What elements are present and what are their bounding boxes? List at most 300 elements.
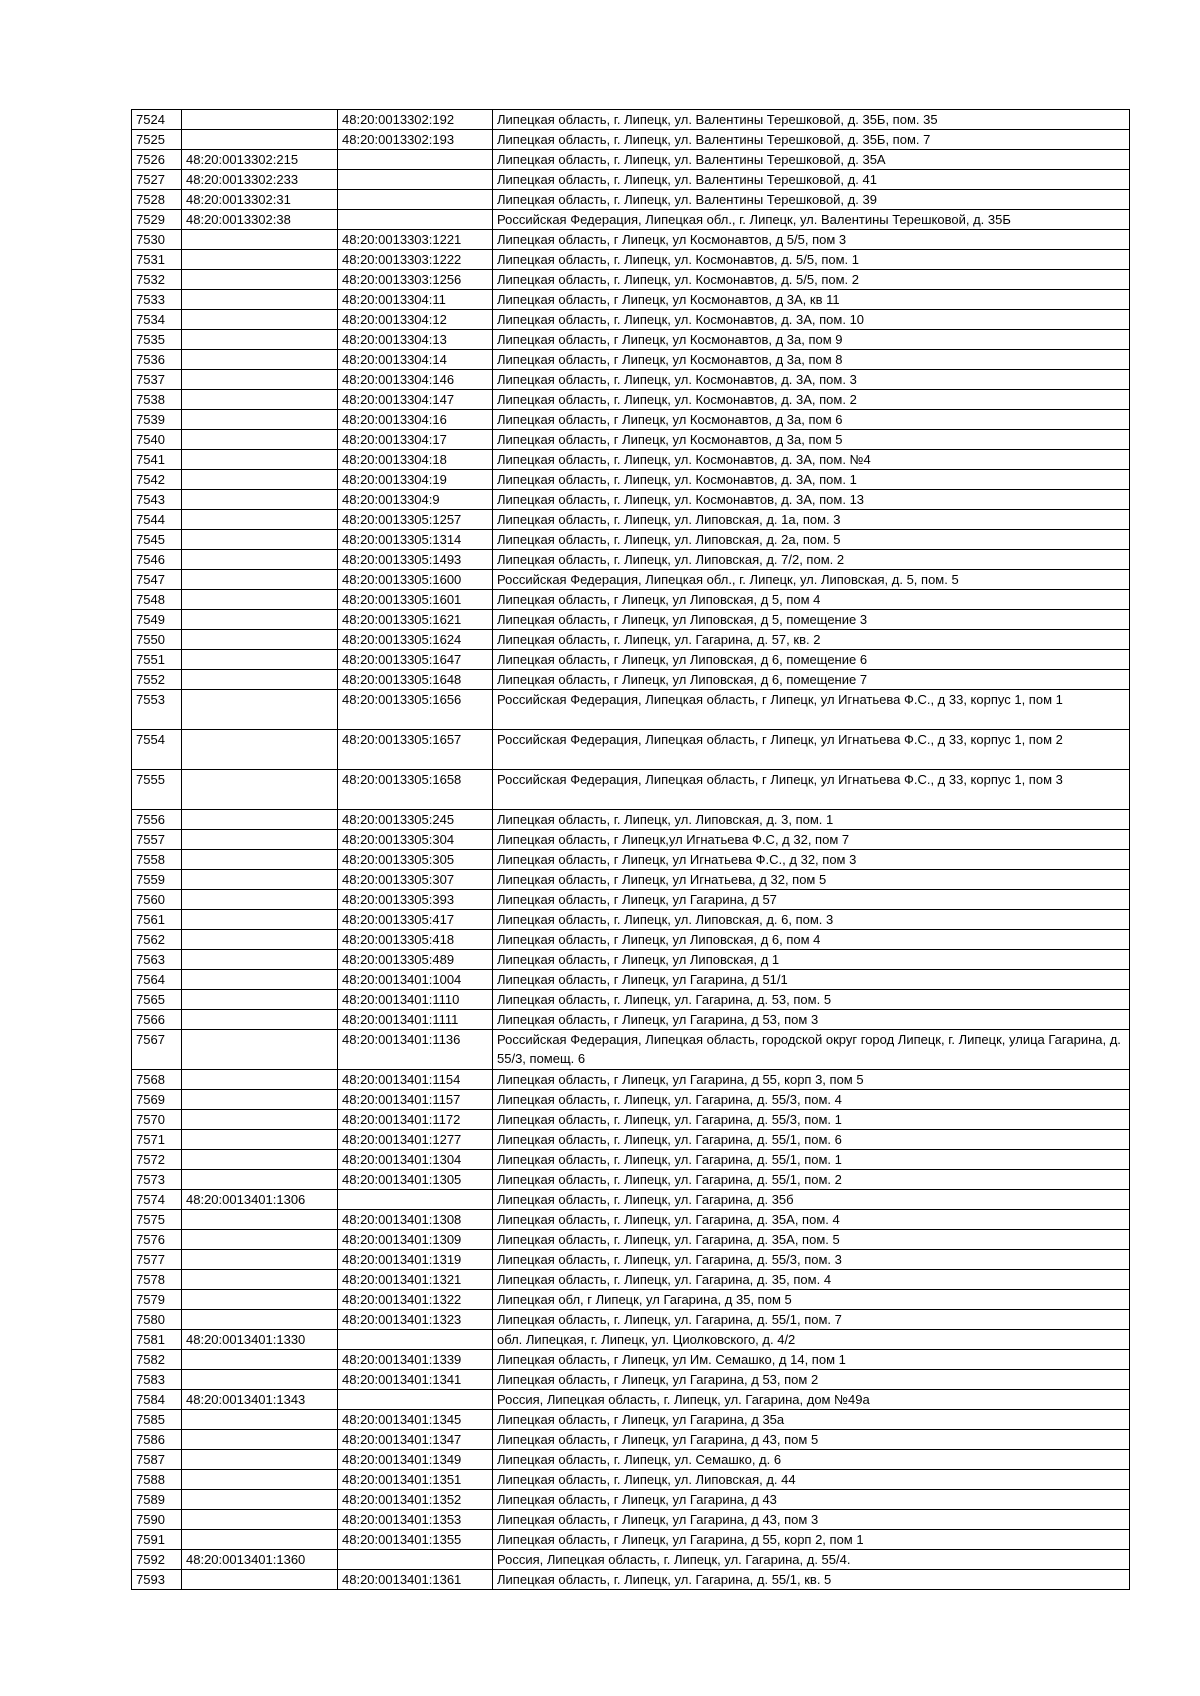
premises-cadastral-number: 48:20:0013401:1352	[338, 1490, 493, 1510]
address: Липецкая область, г. Липецк, ул. Гагарина, д. 35, пом. 4	[493, 1270, 1130, 1290]
building-cadastral-number	[182, 610, 338, 630]
building-cadastral-number	[182, 1350, 338, 1370]
premises-cadastral-number: 48:20:0013401:1323	[338, 1310, 493, 1330]
row-number: 7588	[132, 1470, 182, 1490]
row-number: 7585	[132, 1410, 182, 1430]
premises-cadastral-number: 48:20:0013401:1111	[338, 1010, 493, 1030]
address: Липецкая область, г. Липецк, ул. Космонавтов, д. 3А, пом. 1	[493, 470, 1130, 490]
table-row	[132, 930, 1130, 950]
address: Липецкая область, г. Липецк, ул. Гагарина, д. 53, пом. 5	[493, 990, 1130, 1010]
address: Липецкая область, г Липецк,ул Игнатьева Ф.С, д 32, пом 7	[493, 830, 1130, 850]
row-number: 7535	[132, 330, 182, 350]
building-cadastral-number	[182, 270, 338, 290]
row-number: 7536	[132, 350, 182, 370]
table-row	[132, 450, 1130, 470]
table-row	[132, 890, 1130, 910]
premises-cadastral-number: 48:20:0013304:18	[338, 450, 493, 470]
table-row	[132, 330, 1130, 350]
row-number: 7579	[132, 1290, 182, 1310]
address: Липецкая область, г Липецк, ул Космонавтов, д 3а, пом 8	[493, 350, 1130, 370]
table-row	[132, 1450, 1130, 1470]
premises-cadastral-number	[338, 150, 493, 170]
premises-cadastral-number: 48:20:0013305:1658	[338, 770, 493, 810]
table-row	[132, 1530, 1130, 1550]
row-number: 7541	[132, 450, 182, 470]
building-cadastral-number	[182, 510, 338, 530]
address: Липецкая область, г. Липецк, ул. Космонавтов, д. 3А, пом. 3	[493, 370, 1130, 390]
premises-cadastral-number: 48:20:0013305:304	[338, 830, 493, 850]
row-number: 7543	[132, 490, 182, 510]
table-row	[132, 390, 1130, 410]
address: Липецкая область, г Липецк, ул Липовская, д 5, помещение 3	[493, 610, 1130, 630]
premises-cadastral-number: 48:20:0013401:1347	[338, 1430, 493, 1450]
row-number: 7592	[132, 1550, 182, 1570]
building-cadastral-number: 48:20:0013302:38	[182, 210, 338, 230]
building-cadastral-number	[182, 310, 338, 330]
building-cadastral-number	[182, 130, 338, 150]
building-cadastral-number	[182, 570, 338, 590]
building-cadastral-number	[182, 1030, 338, 1070]
premises-cadastral-number: 48:20:0013305:489	[338, 950, 493, 970]
premises-cadastral-number: 48:20:0013305:1600	[338, 570, 493, 590]
row-number: 7559	[132, 870, 182, 890]
address: Липецкая область, г Липецк, ул Гагарина, д 35а	[493, 1410, 1130, 1430]
address: Липецкая область, г Липецк, ул Липовская, д 5, пом 4	[493, 590, 1130, 610]
address: Липецкая область, г. Липецк, ул. Валентины Терешковой, д. 39	[493, 190, 1130, 210]
row-number: 7558	[132, 850, 182, 870]
building-cadastral-number	[182, 650, 338, 670]
table-row	[132, 410, 1130, 430]
building-cadastral-number	[182, 450, 338, 470]
row-number: 7537	[132, 370, 182, 390]
address: Российская Федерация, Липецкая область, г Липецк, ул Игнатьева Ф.С., д 33, корпус 1, пом 1	[493, 690, 1130, 730]
premises-cadastral-number	[338, 1550, 493, 1570]
building-cadastral-number	[182, 1450, 338, 1470]
building-cadastral-number	[182, 1510, 338, 1530]
premises-cadastral-number: 48:20:0013401:1136	[338, 1030, 493, 1070]
address: Липецкая область, г Липецк, ул Гагарина, д 57	[493, 890, 1130, 910]
table-row	[132, 1310, 1130, 1330]
premises-cadastral-number: 48:20:0013305:1621	[338, 610, 493, 630]
row-number: 7529	[132, 210, 182, 230]
row-number: 7556	[132, 810, 182, 830]
table-row	[132, 1350, 1130, 1370]
building-cadastral-number	[182, 1270, 338, 1290]
building-cadastral-number	[182, 1110, 338, 1130]
building-cadastral-number	[182, 590, 338, 610]
row-number: 7562	[132, 930, 182, 950]
table-row	[132, 290, 1130, 310]
address: Липецкая область, г. Липецк, ул. Гагарина, д. 55/1, кв. 5	[493, 1570, 1130, 1590]
table-row	[132, 1250, 1130, 1270]
building-cadastral-number	[182, 370, 338, 390]
address: Российская Федерация, Липецкая обл., г. Липецк, ул. Липовская, д. 5, пом. 5	[493, 570, 1130, 590]
building-cadastral-number	[182, 910, 338, 930]
cadastral-table	[131, 109, 1130, 1590]
table-row	[132, 1210, 1130, 1230]
row-number: 7569	[132, 1090, 182, 1110]
premises-cadastral-number: 48:20:0013304:14	[338, 350, 493, 370]
table-row	[132, 530, 1130, 550]
address: Липецкая область, г Липецк, ул Липовская, д 1	[493, 950, 1130, 970]
building-cadastral-number	[182, 630, 338, 650]
premises-cadastral-number: 48:20:0013305:245	[338, 810, 493, 830]
table-row	[132, 1110, 1130, 1130]
table-row	[132, 950, 1130, 970]
table-row	[132, 490, 1130, 510]
building-cadastral-number	[182, 1430, 338, 1450]
table-row	[132, 250, 1130, 270]
premises-cadastral-number: 48:20:0013304:16	[338, 410, 493, 430]
building-cadastral-number: 48:20:0013401:1360	[182, 1550, 338, 1570]
address: Липецкая область, г Липецк, ул Космонавтов, д 3а, пом 6	[493, 410, 1130, 430]
table-row	[132, 670, 1130, 690]
row-number: 7583	[132, 1370, 182, 1390]
premises-cadastral-number: 48:20:0013401:1339	[338, 1350, 493, 1370]
table-row	[132, 310, 1130, 330]
address: Липецкая область, г. Липецк, ул. Гагарина, д. 55/3, пом. 3	[493, 1250, 1130, 1270]
table-row	[132, 510, 1130, 530]
row-number: 7554	[132, 730, 182, 770]
row-number: 7534	[132, 310, 182, 330]
row-number: 7560	[132, 890, 182, 910]
building-cadastral-number	[182, 830, 338, 850]
table-row	[132, 830, 1130, 850]
address: Липецкая область, г. Липецк, ул. Валентины Терешковой, д. 41	[493, 170, 1130, 190]
table-row	[132, 910, 1130, 930]
address: Липецкая область, г. Липецк, ул. Валентины Терешковой, д. 35А	[493, 150, 1130, 170]
building-cadastral-number	[182, 530, 338, 550]
row-number: 7566	[132, 1010, 182, 1030]
address: Липецкая область, г Липецк, ул Им. Семашко, д 14, пом 1	[493, 1350, 1130, 1370]
premises-cadastral-number: 48:20:0013401:1172	[338, 1110, 493, 1130]
building-cadastral-number	[182, 550, 338, 570]
table-row	[132, 1290, 1130, 1310]
premises-cadastral-number: 48:20:0013401:1321	[338, 1270, 493, 1290]
row-number: 7525	[132, 130, 182, 150]
address: Липецкая область, г. Липецк, ул. Липовская, д. 1а, пом. 3	[493, 510, 1130, 530]
address: Российская Федерация, Липецкая область, г Липецк, ул Игнатьева Ф.С., д 33, корпус 1, пом 2	[493, 730, 1130, 770]
table-row	[132, 730, 1130, 770]
row-number: 7527	[132, 170, 182, 190]
row-number: 7557	[132, 830, 182, 850]
premises-cadastral-number: 48:20:0013401:1154	[338, 1070, 493, 1090]
address: обл. Липецкая, г. Липецк, ул. Циолковского, д. 4/2	[493, 1330, 1130, 1350]
row-number: 7530	[132, 230, 182, 250]
building-cadastral-number	[182, 290, 338, 310]
row-number: 7561	[132, 910, 182, 930]
address: Липецкая область, г. Липецк, ул. Гагарина, д. 55/1, пом. 6	[493, 1130, 1130, 1150]
premises-cadastral-number: 48:20:0013401:1309	[338, 1230, 493, 1250]
premises-cadastral-number: 48:20:0013401:1351	[338, 1470, 493, 1490]
premises-cadastral-number: 48:20:0013401:1345	[338, 1410, 493, 1430]
address: Липецкая область, г. Липецк, ул. Гагарина, д. 55/1, пом. 7	[493, 1310, 1130, 1330]
table-row	[132, 270, 1130, 290]
table-row	[132, 110, 1130, 130]
row-number: 7574	[132, 1190, 182, 1210]
address: Липецкая область, г Липецк, ул Гагарина, д 43, пом 3	[493, 1510, 1130, 1530]
row-number: 7582	[132, 1350, 182, 1370]
table-row	[132, 210, 1130, 230]
table-row	[132, 1390, 1130, 1410]
premises-cadastral-number: 48:20:0013401:1319	[338, 1250, 493, 1270]
address: Липецкая область, г Липецк, ул Игнатьева Ф.С., д 32, пом 3	[493, 850, 1130, 870]
table-row	[132, 1470, 1130, 1490]
building-cadastral-number	[182, 1310, 338, 1330]
address: Липецкая область, г. Липецк, ул. Семашко, д. 6	[493, 1450, 1130, 1470]
building-cadastral-number	[182, 330, 338, 350]
row-number: 7553	[132, 690, 182, 730]
row-number: 7590	[132, 1510, 182, 1530]
building-cadastral-number	[182, 870, 338, 890]
premises-cadastral-number: 48:20:0013304:17	[338, 430, 493, 450]
address: Липецкая область, г. Липецк, ул. Липовская, д. 44	[493, 1470, 1130, 1490]
table-row	[132, 130, 1130, 150]
table-row	[132, 150, 1130, 170]
address: Липецкая область, г Липецк, ул Гагарина, д 55, корп 3, пом 5	[493, 1070, 1130, 1090]
building-cadastral-number	[182, 1010, 338, 1030]
row-number: 7571	[132, 1130, 182, 1150]
row-number: 7564	[132, 970, 182, 990]
building-cadastral-number	[182, 1150, 338, 1170]
building-cadastral-number	[182, 1570, 338, 1590]
address: Липецкая область, г. Липецк, ул. Космонавтов, д. 5/5, пом. 2	[493, 270, 1130, 290]
premises-cadastral-number: 48:20:0013305:305	[338, 850, 493, 870]
premises-cadastral-number: 48:20:0013302:192	[338, 110, 493, 130]
address: Липецкая область, г. Липецк, ул. Гагарина, д. 35б	[493, 1190, 1130, 1210]
premises-cadastral-number: 48:20:0013305:1648	[338, 670, 493, 690]
table-row	[132, 1270, 1130, 1290]
table-row	[132, 1510, 1130, 1530]
table-row	[132, 1070, 1130, 1090]
premises-cadastral-number: 48:20:0013305:1657	[338, 730, 493, 770]
table-row	[132, 1330, 1130, 1350]
address: Липецкая область, г. Липецк, ул. Гагарина, д. 55/3, пом. 4	[493, 1090, 1130, 1110]
address: Липецкая область, г Липецк, ул Гагарина, д 51/1	[493, 970, 1130, 990]
premises-cadastral-number: 48:20:0013305:1314	[338, 530, 493, 550]
premises-cadastral-number	[338, 1390, 493, 1410]
premises-cadastral-number: 48:20:0013401:1361	[338, 1570, 493, 1590]
table-row	[132, 470, 1130, 490]
table-row	[132, 1570, 1130, 1590]
row-number: 7533	[132, 290, 182, 310]
building-cadastral-number	[182, 1470, 338, 1490]
premises-cadastral-number: 48:20:0013305:418	[338, 930, 493, 950]
premises-cadastral-number: 48:20:0013303:1222	[338, 250, 493, 270]
table-row	[132, 1130, 1130, 1150]
building-cadastral-number	[182, 770, 338, 810]
building-cadastral-number: 48:20:0013401:1306	[182, 1190, 338, 1210]
building-cadastral-number	[182, 730, 338, 770]
premises-cadastral-number: 48:20:0013305:393	[338, 890, 493, 910]
building-cadastral-number: 48:20:0013302:215	[182, 150, 338, 170]
building-cadastral-number	[182, 1410, 338, 1430]
building-cadastral-number	[182, 230, 338, 250]
premises-cadastral-number	[338, 190, 493, 210]
premises-cadastral-number: 48:20:0013302:193	[338, 130, 493, 150]
address: Липецкая область, г. Липецк, ул. Липовская, д. 7/2, пом. 2	[493, 550, 1130, 570]
address: Липецкая область, г. Липецк, ул. Гагарина, д. 35А, пом. 4	[493, 1210, 1130, 1230]
address: Липецкая область, г Липецк, ул Гагарина, д 53, пом 2	[493, 1370, 1130, 1390]
table-row	[132, 430, 1130, 450]
address: Липецкая область, г Липецк, ул Гагарина, д 55, корп 2, пом 1	[493, 1530, 1130, 1550]
address: Липецкая область, г. Липецк, ул. Космонавтов, д. 5/5, пом. 1	[493, 250, 1130, 270]
building-cadastral-number	[182, 1250, 338, 1270]
address: Липецкая область, г. Липецк, ул. Космонавтов, д. 3А, пом. 10	[493, 310, 1130, 330]
building-cadastral-number	[182, 1490, 338, 1510]
address: Россия, Липецкая область, г. Липецк, ул. Гагарина, дом №49а	[493, 1390, 1130, 1410]
premises-cadastral-number: 48:20:0013304:19	[338, 470, 493, 490]
address: Липецкая область, г. Липецк, ул. Валентины Терешковой, д. 35Б, пом. 35	[493, 110, 1130, 130]
table-body	[132, 110, 1130, 1590]
premises-cadastral-number: 48:20:0013304:12	[338, 310, 493, 330]
table-row	[132, 810, 1130, 830]
row-number: 7545	[132, 530, 182, 550]
row-number: 7552	[132, 670, 182, 690]
address: Липецкая область, г. Липецк, ул. Липовская, д. 2а, пом. 5	[493, 530, 1130, 550]
premises-cadastral-number: 48:20:0013304:11	[338, 290, 493, 310]
premises-cadastral-number: 48:20:0013305:1656	[338, 690, 493, 730]
row-number: 7526	[132, 150, 182, 170]
table-row	[132, 1430, 1130, 1450]
row-number: 7581	[132, 1330, 182, 1350]
premises-cadastral-number: 48:20:0013401:1353	[338, 1510, 493, 1530]
premises-cadastral-number: 48:20:0013305:307	[338, 870, 493, 890]
address: Липецкая область, г Липецк, ул Гагарина, д 53, пом 3	[493, 1010, 1130, 1030]
building-cadastral-number	[182, 950, 338, 970]
table-row	[132, 570, 1130, 590]
row-number: 7570	[132, 1110, 182, 1130]
row-number: 7568	[132, 1070, 182, 1090]
row-number: 7580	[132, 1310, 182, 1330]
building-cadastral-number	[182, 410, 338, 430]
building-cadastral-number	[182, 890, 338, 910]
address: Липецкая область, г. Липецк, ул. Космонавтов, д. 3А, пом. 2	[493, 390, 1130, 410]
premises-cadastral-number: 48:20:0013401:1355	[338, 1530, 493, 1550]
address: Липецкая область, г Липецк, ул Космонавтов, д 3а, пом 9	[493, 330, 1130, 350]
row-number: 7551	[132, 650, 182, 670]
address: Липецкая область, г. Липецк, ул. Гагарина, д. 55/1, пом. 1	[493, 1150, 1130, 1170]
table-row	[132, 1150, 1130, 1170]
premises-cadastral-number: 48:20:0013303:1221	[338, 230, 493, 250]
premises-cadastral-number: 48:20:0013401:1277	[338, 1130, 493, 1150]
building-cadastral-number	[182, 850, 338, 870]
table-row	[132, 1490, 1130, 1510]
building-cadastral-number	[182, 390, 338, 410]
premises-cadastral-number: 48:20:0013305:1601	[338, 590, 493, 610]
row-number: 7575	[132, 1210, 182, 1230]
building-cadastral-number	[182, 930, 338, 950]
premises-cadastral-number: 48:20:0013401:1110	[338, 990, 493, 1010]
address: Липецкая область, г Липецк, ул Липовская, д 6, помещение 6	[493, 650, 1130, 670]
row-number: 7591	[132, 1530, 182, 1550]
premises-cadastral-number: 48:20:0013305:417	[338, 910, 493, 930]
row-number: 7548	[132, 590, 182, 610]
row-number: 7563	[132, 950, 182, 970]
table-row	[132, 1230, 1130, 1250]
premises-cadastral-number: 48:20:0013304:13	[338, 330, 493, 350]
address: Липецкая область, г. Липецк, ул. Гагарина, д. 57, кв. 2	[493, 630, 1130, 650]
building-cadastral-number	[182, 110, 338, 130]
table-row	[132, 770, 1130, 810]
premises-cadastral-number: 48:20:0013401:1341	[338, 1370, 493, 1390]
table-row	[132, 1170, 1130, 1190]
building-cadastral-number: 48:20:0013401:1343	[182, 1390, 338, 1410]
building-cadastral-number	[182, 1090, 338, 1110]
building-cadastral-number	[182, 250, 338, 270]
building-cadastral-number	[182, 1530, 338, 1550]
table-row	[132, 630, 1130, 650]
building-cadastral-number	[182, 690, 338, 730]
address: Российская Федерация, Липецкая область, г Липецк, ул Игнатьева Ф.С., д 33, корпус 1, пом 3	[493, 770, 1130, 810]
table-row	[132, 1030, 1130, 1070]
building-cadastral-number: 48:20:0013401:1330	[182, 1330, 338, 1350]
premises-cadastral-number: 48:20:0013401:1322	[338, 1290, 493, 1310]
row-number: 7587	[132, 1450, 182, 1470]
building-cadastral-number	[182, 1290, 338, 1310]
premises-cadastral-number: 48:20:0013305:1493	[338, 550, 493, 570]
building-cadastral-number	[182, 810, 338, 830]
row-number: 7544	[132, 510, 182, 530]
table-row	[132, 870, 1130, 890]
row-number: 7586	[132, 1430, 182, 1450]
row-number: 7555	[132, 770, 182, 810]
building-cadastral-number	[182, 1370, 338, 1390]
premises-cadastral-number: 48:20:0013304:146	[338, 370, 493, 390]
building-cadastral-number	[182, 990, 338, 1010]
address: Российская Федерация, Липецкая область, городской округ город Липецк, г. Липецк, улица Гагарина, д. 55/3, помещ. 6	[493, 1030, 1130, 1070]
address: Липецкая область, г. Липецк, ул. Космонавтов, д. 3А, пом. №4	[493, 450, 1130, 470]
premises-cadastral-number: 48:20:0013401:1305	[338, 1170, 493, 1190]
address: Липецкая область, г Липецк, ул Липовская, д 6, помещение 7	[493, 670, 1130, 690]
address: Липецкая область, г. Липецк, ул. Липовская, д. 6, пом. 3	[493, 910, 1130, 930]
row-number: 7589	[132, 1490, 182, 1510]
address: Липецкая область, г. Липецк, ул. Гагарина, д. 35А, пом. 5	[493, 1230, 1130, 1250]
building-cadastral-number: 48:20:0013302:233	[182, 170, 338, 190]
table-row	[132, 350, 1130, 370]
table-row	[132, 850, 1130, 870]
address: Липецкая область, г Липецк, ул Космонавтов, д 5/5, пом 3	[493, 230, 1130, 250]
table-row	[132, 550, 1130, 570]
table-row	[132, 1410, 1130, 1430]
building-cadastral-number	[182, 350, 338, 370]
row-number: 7528	[132, 190, 182, 210]
table-row	[132, 190, 1130, 210]
premises-cadastral-number: 48:20:0013401:1157	[338, 1090, 493, 1110]
premises-cadastral-number: 48:20:0013304:9	[338, 490, 493, 510]
table-row	[132, 1010, 1130, 1030]
building-cadastral-number: 48:20:0013302:31	[182, 190, 338, 210]
address: Липецкая обл, г Липецк, ул Гагарина, д 35, пом 5	[493, 1290, 1130, 1310]
row-number: 7578	[132, 1270, 182, 1290]
table-row	[132, 1370, 1130, 1390]
table-row	[132, 170, 1130, 190]
building-cadastral-number	[182, 670, 338, 690]
row-number: 7540	[132, 430, 182, 450]
row-number: 7549	[132, 610, 182, 630]
premises-cadastral-number: 48:20:0013401:1308	[338, 1210, 493, 1230]
row-number: 7565	[132, 990, 182, 1010]
row-number: 7547	[132, 570, 182, 590]
building-cadastral-number	[182, 1170, 338, 1190]
row-number: 7542	[132, 470, 182, 490]
row-number: 7539	[132, 410, 182, 430]
premises-cadastral-number	[338, 210, 493, 230]
row-number: 7524	[132, 110, 182, 130]
premises-cadastral-number: 48:20:0013304:147	[338, 390, 493, 410]
address: Липецкая область, г. Липецк, ул. Космонавтов, д. 3А, пом. 13	[493, 490, 1130, 510]
premises-cadastral-number: 48:20:0013401:1304	[338, 1150, 493, 1170]
